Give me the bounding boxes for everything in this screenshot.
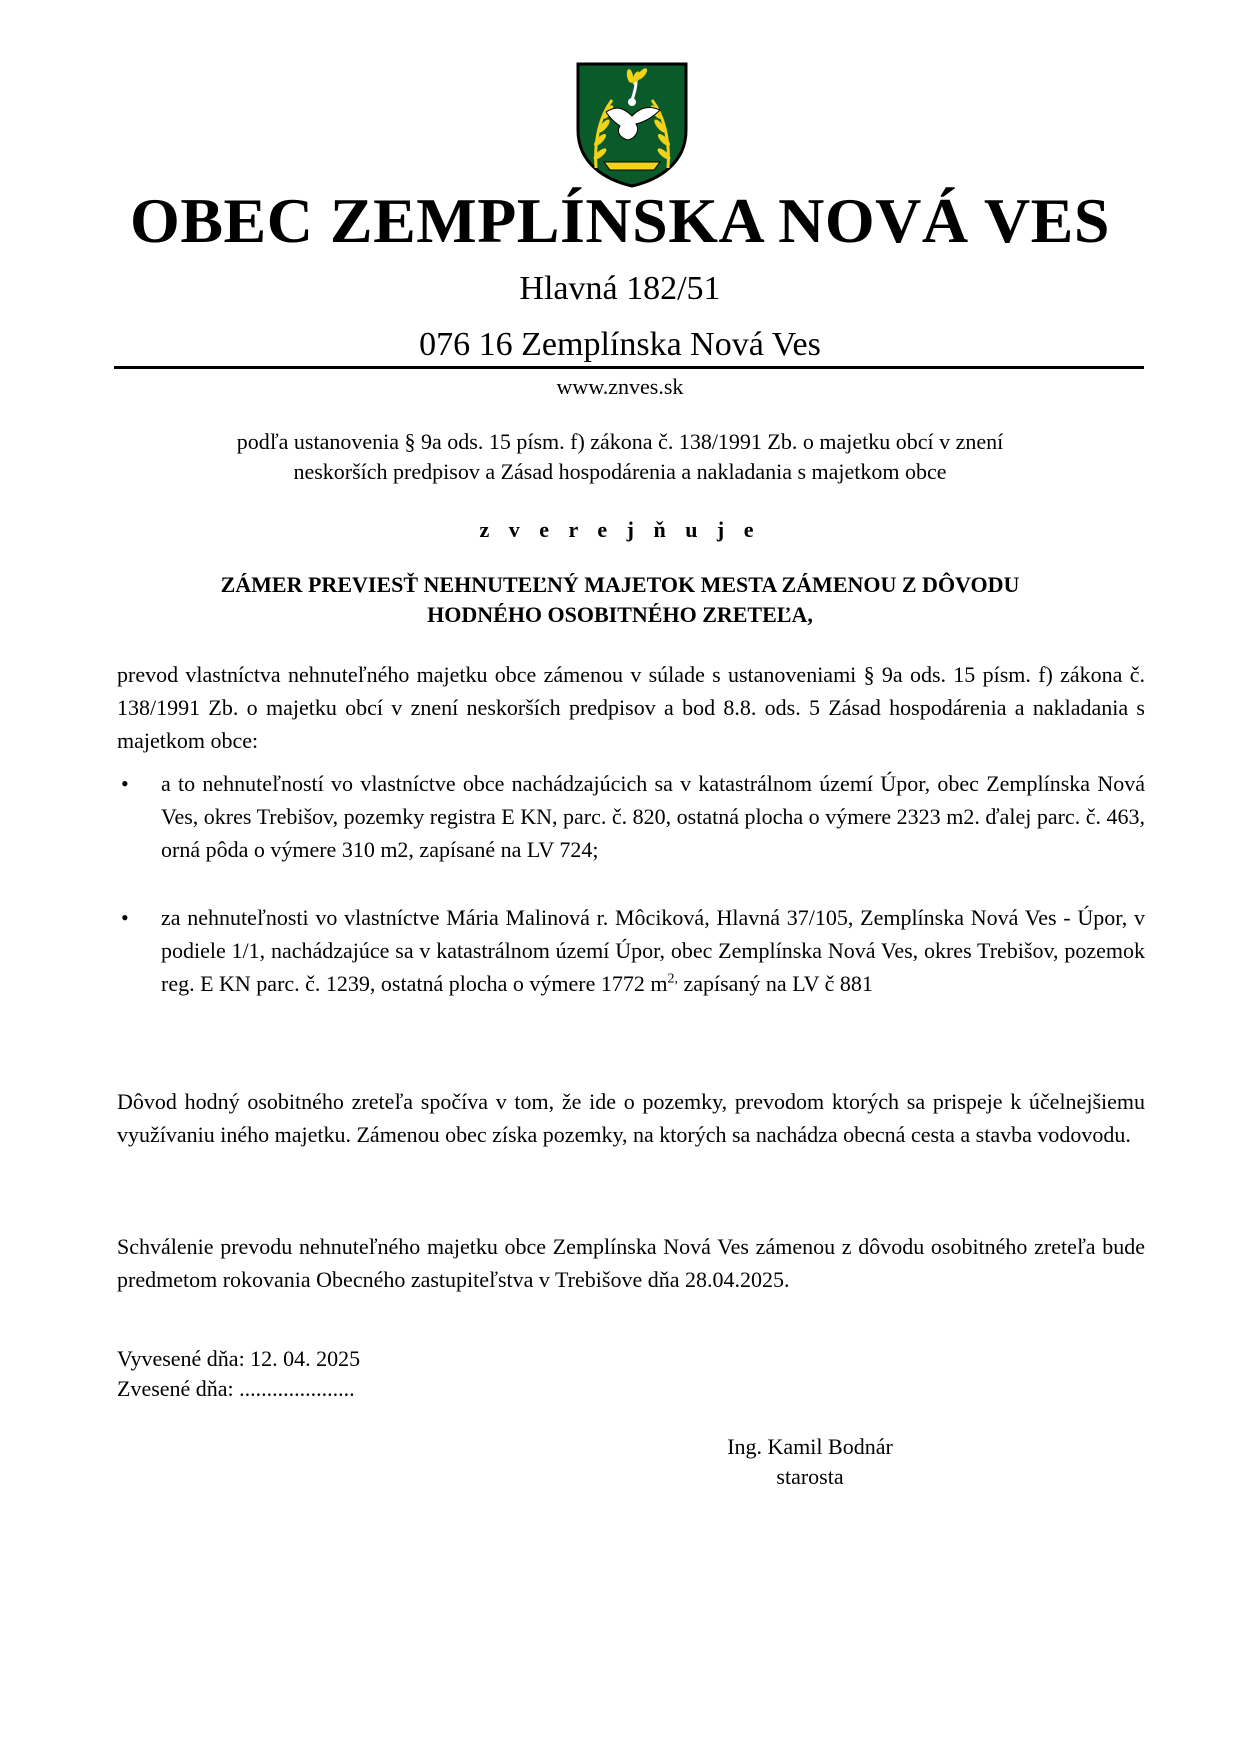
list-item-text bbox=[161, 901, 1145, 1000]
list-item-text: a to nehnuteľností vo vlastníctve obce nachádzajúcich sa v katastrálnom území Úpor, obec Zemplínska Nová Ves, okres Trebišov, pozemky registra E KN, parc. č. 820, ostatná plocha o výmere 2323 m2. ďalej parc. č. 463, orná pôda o výmere 310 m2, zapísané na LV 724; bbox=[161, 771, 1145, 862]
posted-date: Vyvesené dňa: 12. 04. 2025 bbox=[117, 1346, 361, 1371]
transfer-paragraph: prevod vlastníctva nehnuteľného majetku obce zámenou v súlade s ustanoveniami § 9a ods. 15 písm. f) zákona č. 138/1991 Zb. o majetku obcí v znení neskorších predpisov a bod 8.8. ods. 5 Zásad hospodárenia a nakladania s majetkom obce: bbox=[117, 662, 1145, 753]
bullet-marker: • bbox=[121, 771, 129, 796]
signatory-name: Ing. Kamil Bodnár bbox=[727, 1434, 893, 1459]
bullet-marker: • bbox=[121, 905, 129, 930]
list-item-text-main: za nehnuteľnosti vo vlastníctve Mária Malinová r. Môciková, Hlavná 37/105, Zemplínska Nová Ves - Úpor, v podiele 1/1, nachádzajúce sa v katastrálnom území Úpor, obec Zemplínska Nová Ves, okres Trebišov, pozemok reg. E KN parc. č. 1239, ostatná plocha o výmere 1772 m bbox=[161, 905, 1145, 996]
legal-basis-intro bbox=[160, 427, 1080, 487]
intro-line-1: podľa ustanovenia § 9a ods. 15 písm. f) zákona č. 138/1991 Zb. o majetku obcí v znení bbox=[236, 429, 1004, 454]
website-link[interactable]: www.znves.sk bbox=[556, 374, 684, 399]
address-street: Hlavná 182/51 bbox=[519, 270, 721, 307]
signatory-role: starosta bbox=[776, 1464, 844, 1489]
list-item bbox=[117, 767, 1145, 866]
intro-line-2: neskorších predpisov a Zásad hospodárenia a nakladania s majetkom obce bbox=[293, 459, 947, 484]
posting-dates bbox=[117, 1344, 360, 1404]
header-divider bbox=[114, 366, 1144, 369]
list-item-text-end: zapísaný na LV č 881 bbox=[677, 971, 873, 996]
municipality-title: OBEC ZEMPLÍNSKA NOVÁ VES bbox=[130, 185, 1110, 256]
signature-block bbox=[700, 1432, 920, 1492]
approval-paragraph: Schválenie prevodu nehnuteľného majetku obce Zemplínska Nová Ves zámenou z dôvodu osobitného zreteľa bude predmetom rokovania Obecného zastupiteľstva v Trebišove dňa 28.04.2025. bbox=[117, 1234, 1145, 1292]
area-unit-superscript: 2, bbox=[667, 971, 678, 987]
removed-date: Zvesené dňa: ..................... bbox=[117, 1376, 355, 1401]
list-item bbox=[117, 901, 1145, 1000]
address-city: 076 16 Zemplínska Nová Ves bbox=[419, 326, 821, 363]
document-heading bbox=[160, 570, 1080, 630]
heading-line-1: ZÁMER PREVIESŤ NEHNUTEĽNÝ MAJETOK MESTA ZÁMENOU Z DÔVODU bbox=[220, 572, 1020, 597]
heading-line-2: HODNÉHO OSOBITNÉHO ZRETEĽA, bbox=[427, 602, 813, 627]
reason-paragraph: Dôvod hodný osobitného zreteľa spočíva v tom, že ide o pozemky, prevodom ktorých sa prispeje k účelnejšiemu využívaniu iného majetku. Zámenou obec získa pozemky, na ktorých sa nachádza obecná cesta a stavba vodovodu. bbox=[117, 1089, 1145, 1147]
publishes-label: z v e r e j ň u j e bbox=[479, 517, 761, 542]
coat-of-arms-icon bbox=[574, 60, 690, 188]
